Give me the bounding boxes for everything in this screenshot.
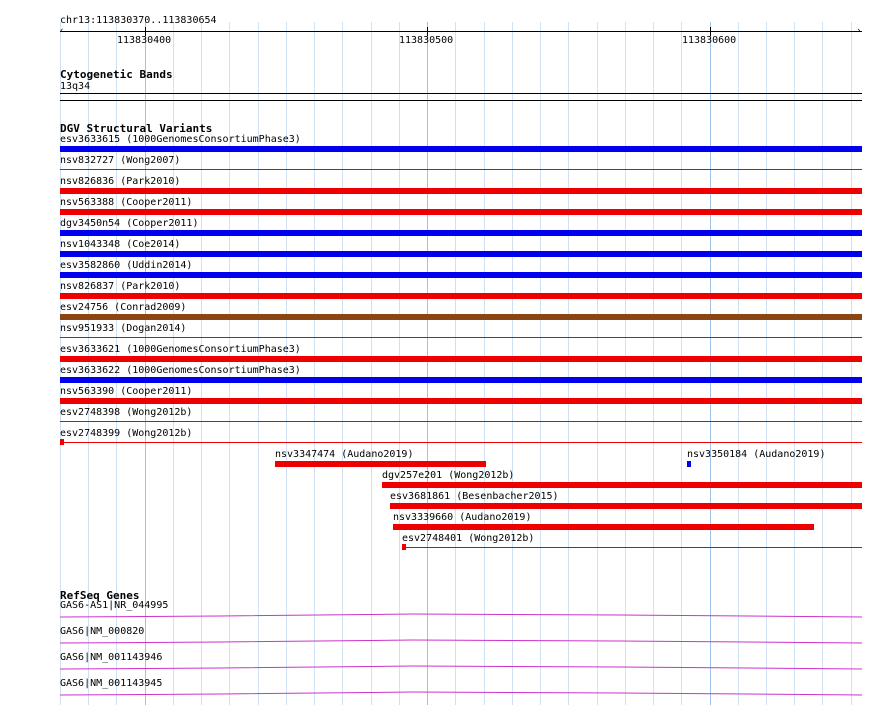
variant-label[interactable]: nsv563390 (Cooper2011) [60, 386, 193, 397]
variant-bar[interactable] [275, 461, 486, 467]
grid-line [484, 22, 485, 705]
grid-line [512, 22, 513, 705]
variant-label[interactable]: esv3633622 (1000GenomesConsortiumPhase3) [60, 365, 301, 376]
variant-bar[interactable] [60, 356, 862, 362]
grid-line [710, 22, 711, 705]
gene-label[interactable]: GAS6|NM_001143946 [60, 652, 163, 663]
refseq-track-title: RefSeq Genes [60, 589, 140, 602]
variant-label[interactable]: nsv826837 (Park2010) [60, 281, 181, 292]
variant-bar[interactable] [60, 209, 862, 215]
variant-exon-block[interactable] [60, 439, 64, 445]
variant-label[interactable]: esv2748398 (Wong2012b) [60, 407, 193, 418]
variant-bar[interactable] [60, 398, 862, 404]
variant-bar[interactable] [393, 524, 814, 530]
left-arrow-icon[interactable]: ‹ [59, 26, 65, 36]
variant-bar[interactable] [60, 230, 862, 236]
variant-exon-block[interactable] [402, 544, 406, 550]
right-arrow-icon[interactable]: › [856, 26, 862, 36]
gene-label[interactable]: GAS6|NM_000820 [60, 626, 145, 637]
variant-line[interactable] [60, 442, 862, 443]
ruler-tick-label: 113830600 [682, 35, 737, 46]
ruler-tick-label: 113830400 [117, 35, 172, 46]
grid-line [286, 22, 287, 705]
variant-label[interactable]: esv2748399 (Wong2012b) [60, 428, 193, 439]
variant-label[interactable]: esv3681861 (Besenbacher2015) [390, 491, 559, 502]
variant-label[interactable]: nsv3347474 (Audano2019) [275, 449, 414, 460]
variant-label[interactable]: nsv563388 (Cooper2011) [60, 197, 193, 208]
grid-line [258, 22, 259, 705]
variant-label[interactable]: nsv951933 (Dogan2014) [60, 323, 187, 334]
gene-model[interactable] [60, 689, 862, 699]
variant-line[interactable] [60, 337, 862, 338]
location-label: chr13:113830370..113830654 [60, 15, 217, 26]
variant-label[interactable]: nsv3350184 (Audano2019) [687, 449, 826, 460]
variant-line[interactable] [402, 547, 862, 548]
grid-line [314, 22, 315, 705]
grid-line [427, 22, 428, 705]
cytoband-label[interactable]: 13q34 [60, 81, 91, 92]
variant-label[interactable]: esv24756 (Conrad2009) [60, 302, 187, 313]
grid-line [738, 22, 739, 705]
cytoband-track-title: Cytogenetic Bands [60, 68, 173, 81]
gene-model[interactable] [60, 663, 862, 673]
grid-line [794, 22, 795, 705]
variant-bar[interactable] [60, 188, 862, 194]
gene-model[interactable] [60, 611, 862, 621]
grid-line [455, 22, 456, 705]
variant-label[interactable]: dgv257e201 (Wong2012b) [382, 470, 515, 481]
variant-label[interactable]: dgv3450n54 (Cooper2011) [60, 218, 199, 229]
variant-label[interactable]: esv2748401 (Wong2012b) [402, 533, 535, 544]
variant-label[interactable]: nsv3339660 (Audano2019) [393, 512, 532, 523]
variant-bar[interactable] [60, 251, 862, 257]
grid-line [597, 22, 598, 705]
grid-line [851, 22, 852, 705]
ruler-tick-label: 113830500 [399, 35, 454, 46]
grid-line [540, 22, 541, 705]
variant-bar[interactable] [60, 272, 862, 278]
grid-line [822, 22, 823, 705]
grid-line [766, 22, 767, 705]
variant-label[interactable]: esv3582860 (Uddin2014) [60, 260, 193, 271]
gene-label[interactable]: GAS6|NM_001143945 [60, 678, 163, 689]
variant-bar[interactable] [382, 482, 862, 488]
variant-label[interactable]: nsv1043348 (Coe2014) [60, 239, 181, 250]
variant-bar[interactable] [687, 461, 691, 467]
grid-line [568, 22, 569, 705]
cytoband-line-top [60, 93, 862, 94]
variant-label[interactable]: nsv832727 (Wong2007) [60, 155, 181, 166]
variant-bar[interactable] [390, 503, 862, 509]
variant-line[interactable] [60, 169, 862, 170]
grid-line [681, 22, 682, 705]
variant-label[interactable]: esv3633615 (1000GenomesConsortiumPhase3) [60, 134, 301, 145]
ruler-axis [60, 31, 862, 32]
gene-model[interactable] [60, 637, 862, 647]
variant-line[interactable] [60, 421, 862, 422]
variant-bar[interactable] [60, 377, 862, 383]
grid-line [399, 22, 400, 705]
variant-bar[interactable] [60, 293, 862, 299]
cytoband-line-bottom [60, 100, 862, 101]
variant-bar[interactable] [60, 314, 862, 320]
dgv-track-title: DGV Structural Variants [60, 122, 213, 135]
grid-line [229, 22, 230, 705]
variant-label[interactable]: nsv826836 (Park2010) [60, 176, 181, 187]
variant-bar[interactable] [60, 146, 862, 152]
grid-line [371, 22, 372, 705]
grid-line [342, 22, 343, 705]
grid-line [653, 22, 654, 705]
grid-line [625, 22, 626, 705]
variant-label[interactable]: esv3633621 (1000GenomesConsortiumPhase3) [60, 344, 301, 355]
gene-label[interactable]: GAS6-AS1|NR_044995 [60, 600, 169, 611]
